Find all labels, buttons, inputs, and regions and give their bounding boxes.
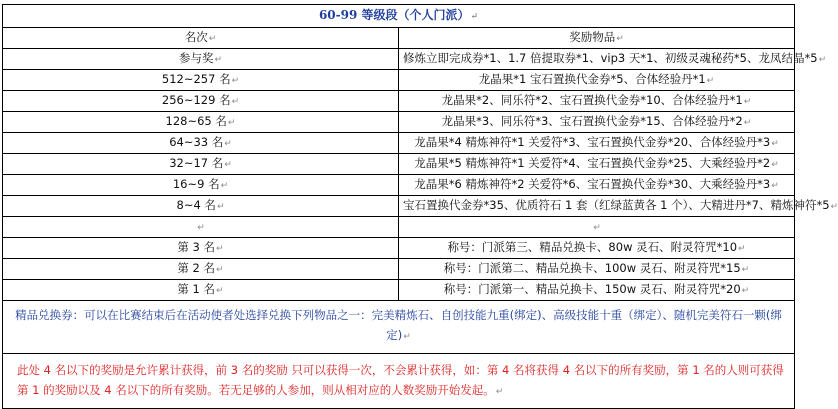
header-reward: 奖励物品↵ bbox=[399, 28, 795, 49]
reward-cell: 龙晶果*3、同乐符*3、宝石置换代金券*15、合体经验丹*2↵ bbox=[399, 112, 795, 133]
rank-cell: 256~129 名↵ bbox=[3, 91, 399, 112]
rule-note-row bbox=[3, 354, 795, 409]
header-row bbox=[3, 28, 795, 49]
table-row bbox=[3, 154, 795, 175]
exchange-note: 精品兑换券：可以在比赛结束后在活动使者处选择兑换下列物品之一：完美精炼石、自创技能九重(绑定)、高级技能十重（绑定）、随机完美符石一颗(绑定)↵ bbox=[3, 301, 795, 354]
table-row bbox=[3, 133, 795, 154]
return-mark: ↵ bbox=[470, 12, 479, 22]
table-row bbox=[3, 196, 795, 217]
reward-cell: 龙晶果*2、同乐符*2、宝石置换代金券*10、合体经验丹*1↵ bbox=[399, 91, 795, 112]
reward-cell: 称号：门派第一、精品兑换卡、150w 灵石、附灵符咒*20↵ bbox=[399, 280, 795, 301]
rank-cell: 第 3 名↵ bbox=[3, 238, 399, 259]
exchange-note-row bbox=[3, 301, 795, 354]
rank-cell: 第 1 名↵ bbox=[3, 280, 399, 301]
rank-cell: 第 2 名↵ bbox=[3, 259, 399, 280]
rank-cell: 64~33 名↵ bbox=[3, 133, 399, 154]
reward-cell: ↵ bbox=[399, 217, 795, 238]
reward-cell: 称号：门派第三、精品兑换卡、80w 灵石、附灵符咒*10↵ bbox=[399, 238, 795, 259]
reward-table bbox=[2, 4, 838, 409]
table-title: 60-99 等级段（个人门派）↵ bbox=[3, 5, 795, 28]
table-row bbox=[3, 112, 795, 133]
rank-cell: 512~257 名↵ bbox=[3, 70, 399, 91]
header-rank: 名次↵ bbox=[3, 28, 399, 49]
title-row bbox=[3, 5, 795, 28]
table-row bbox=[3, 70, 795, 91]
rank-cell: 8~4 名↵ bbox=[3, 196, 399, 217]
reward-cell: 龙晶果*1 宝石置换代金券*5、合体经验丹*1↵ bbox=[399, 70, 795, 91]
table-row bbox=[3, 91, 795, 112]
table-row bbox=[3, 49, 795, 70]
rank-cell: 128~65 名↵ bbox=[3, 112, 399, 133]
reward-cell: 龙晶果*6 精炼神符*2 关爱符*6、宝石置换代金券*30、大乘经验丹*3↵ bbox=[399, 175, 795, 196]
rank-cell: 16~9 名↵ bbox=[3, 175, 399, 196]
reward-sheet bbox=[2, 4, 838, 409]
reward-cell: 龙晶果*5 精炼神符*1 关爱符*4、宝石置换代金券*25、大乘经验丹*2↵ bbox=[399, 154, 795, 175]
reward-cell: 宝石置换代金券*35、优质符石 1 套（红绿蓝黄各 1 个）、大精进丹*7、精炼神符*5↵ bbox=[399, 196, 795, 217]
table-row bbox=[3, 175, 795, 196]
rule-note: 此处 4 名以下的奖励是允许累计获得，前 3 名的奖励 只可以获得一次，不会累计获得，如：第 4 名将获得 4 名以下的所有奖励，第 1 名的人则可获得第 1 的奖励以及 4 名以下的所有奖励。若无足够的人参加，则从相对应的人数奖励开始发起。↵ bbox=[3, 354, 795, 409]
rank-cell: 参与奖↵ bbox=[3, 49, 399, 70]
table-row bbox=[3, 238, 795, 259]
table-row bbox=[3, 259, 795, 280]
table-row-blank bbox=[3, 217, 795, 238]
rank-cell: 32~17 名↵ bbox=[3, 154, 399, 175]
reward-cell: 修炼立即完成券*1、1.7 倍提取券*1、vip3 天*1、初级灵魂秘药*5、龙凤结晶*5↵ bbox=[399, 49, 795, 70]
reward-cell: 称号：门派第二、精品兑换卡、100w 灵石、附灵符咒*15↵ bbox=[399, 259, 795, 280]
reward-cell: 龙晶果*4 精炼神符*1 关爱符*3、宝石置换代金券*20、合体经验丹*3↵ bbox=[399, 133, 795, 154]
rank-cell: ↵ bbox=[3, 217, 399, 238]
table-row bbox=[3, 280, 795, 301]
